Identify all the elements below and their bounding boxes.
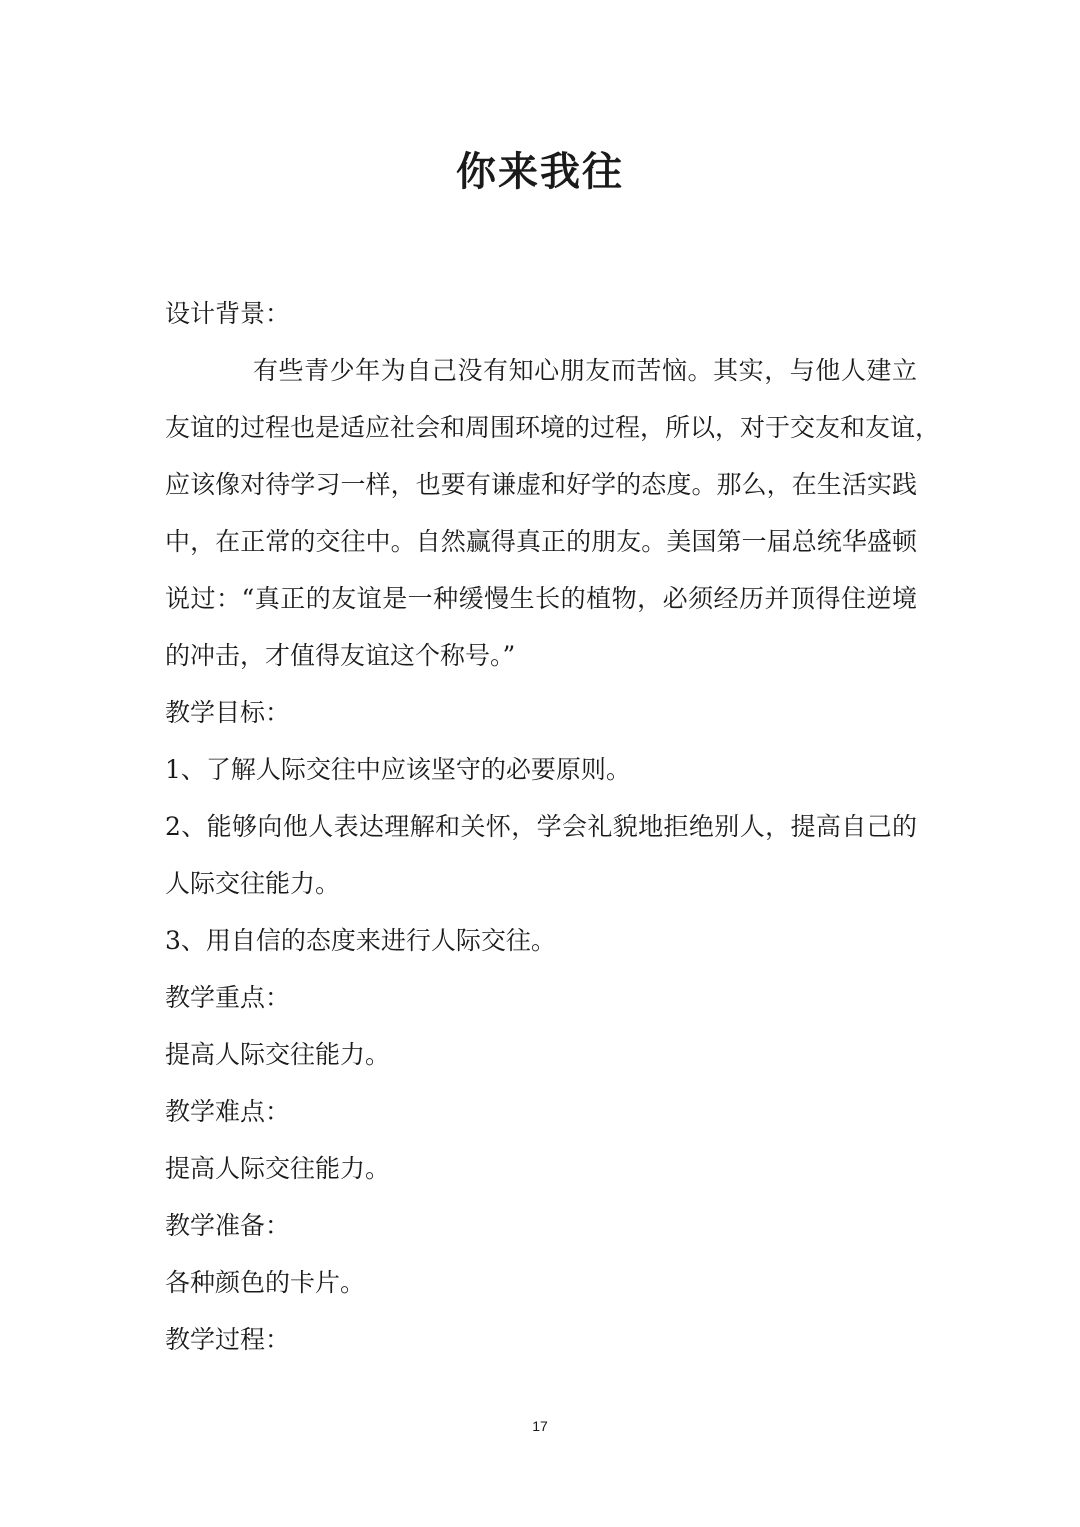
- goal-item-1: 1、了解人际交往中应该坚守的必要原则。: [165, 755, 631, 784]
- preparation-text: 各种颜色的卡片。: [165, 1268, 366, 1297]
- page-number: 17: [532, 1418, 548, 1434]
- difficulty-text: 提高人际交往能力。: [165, 1154, 391, 1183]
- process-heading: 教学过程：: [165, 1325, 291, 1354]
- goal-item-2-line-2: 人际交往能力。: [165, 869, 341, 898]
- preparation-heading: 教学准备：: [165, 1211, 291, 1240]
- background-line-2: 友谊的过程也是适应社会和周围环境的过程，所以，对于交友和友谊，: [165, 413, 941, 442]
- document-title: 你来我往: [456, 149, 624, 195]
- key-points-text: 提高人际交往能力。: [165, 1040, 391, 1069]
- background-line-4: 中，在正常的交往中。自然赢得真正的朋友。美国第一届总统华盛顿: [165, 527, 917, 556]
- goal-item-3: 3、用自信的态度来进行人际交往。: [165, 926, 556, 955]
- background-line-5: 说过：“真正的友谊是一种缓慢生长的植物，必须经历并顶得住逆境: [165, 584, 917, 613]
- background-line-3: 应该像对待学习一样，也要有谦虚和好学的态度。那么，在生活实践: [165, 470, 917, 499]
- background-line-6: 的冲击，才值得友谊这个称号。”: [165, 641, 516, 670]
- goals-heading: 教学目标：: [165, 698, 291, 727]
- background-line-1: 有些青少年为自己没有知心朋友而苦恼。其实，与他人建立: [253, 356, 917, 385]
- key-points-heading: 教学重点：: [165, 983, 291, 1012]
- background-heading: 设计背景：: [165, 299, 291, 328]
- goal-item-2-line-1: 2、能够向他人表达理解和关怀，学会礼貌地拒绝别人，提高自己的: [165, 812, 917, 841]
- difficulty-heading: 教学难点：: [165, 1097, 291, 1126]
